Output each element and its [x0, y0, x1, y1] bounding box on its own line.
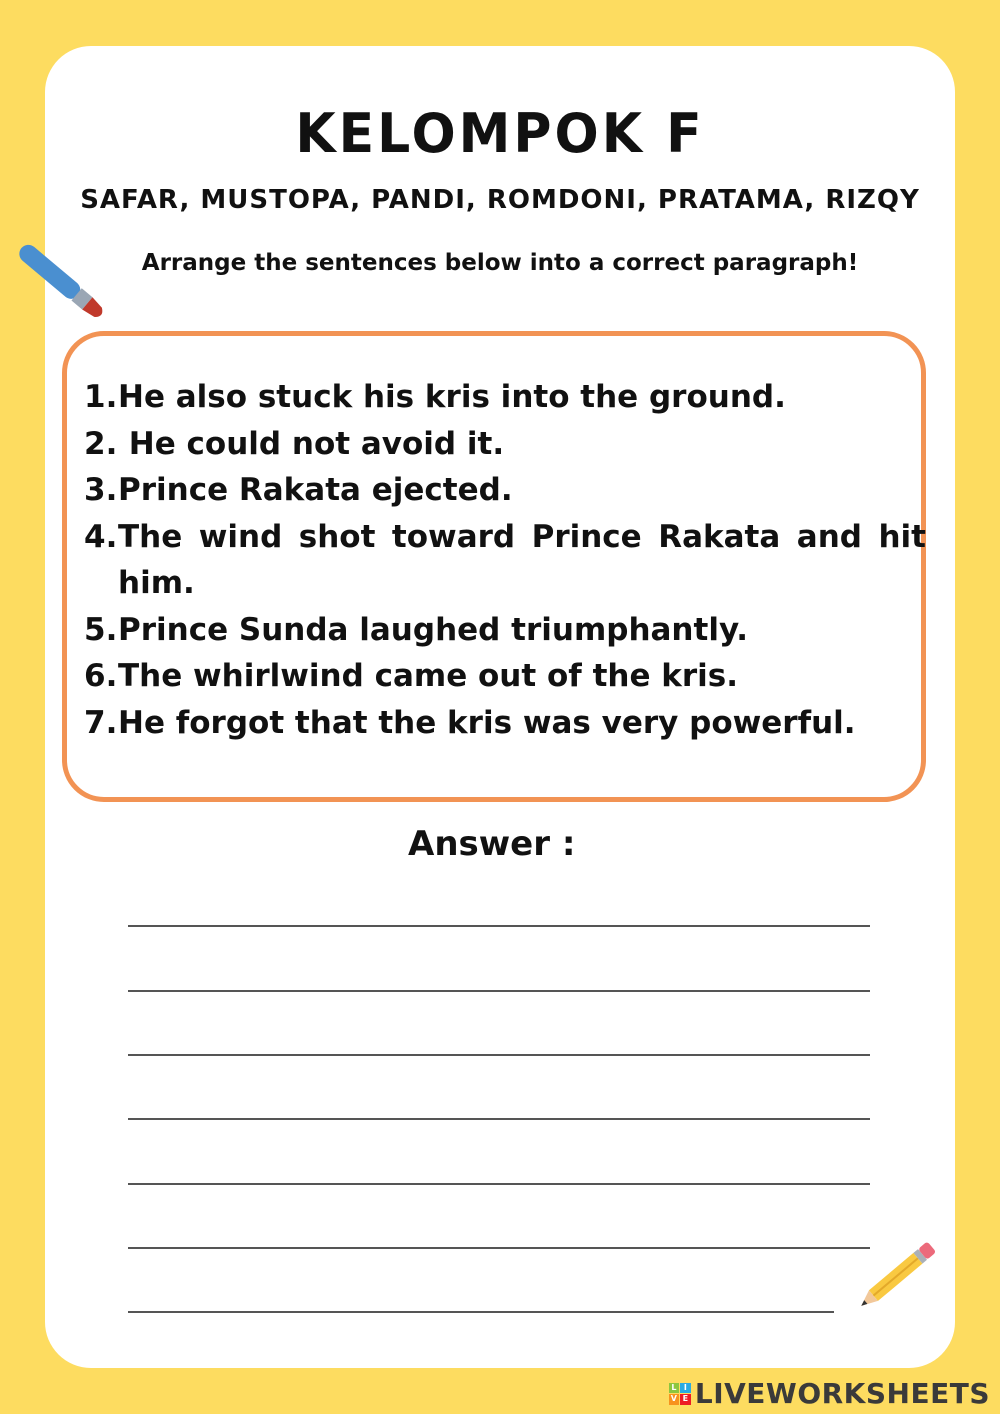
item-number: 4.: [84, 518, 118, 555]
list-item: [84, 514, 926, 607]
page-title: KELOMPOK F: [295, 102, 705, 166]
list-item: [84, 467, 926, 514]
answer-label: Answer :: [408, 824, 576, 864]
item-number: 2.: [84, 425, 118, 462]
item-number: 5.: [84, 611, 118, 648]
answer-line[interactable]: [128, 990, 870, 992]
list-item: [84, 607, 926, 654]
list-item: [84, 421, 926, 468]
answer-line[interactable]: [128, 1118, 870, 1120]
item-text: The wind shot toward Prince Rakata and hit him.: [118, 518, 926, 601]
liveworksheets-logo-icon: L I V E: [669, 1383, 691, 1405]
answer-line[interactable]: [128, 1311, 834, 1313]
item-text: He forgot that the kris was very powerful.: [118, 704, 856, 741]
sentence-list: [84, 374, 926, 746]
list-item: [84, 700, 926, 747]
item-text: Prince Rakata ejected.: [118, 472, 513, 508]
liveworksheets-brand[interactable]: [669, 1377, 990, 1410]
brand-text: LIVEWORKSHEETS: [694, 1377, 990, 1410]
list-item: [84, 374, 926, 421]
item-text: He could not avoid it.: [118, 425, 505, 462]
answer-line[interactable]: [128, 925, 870, 927]
item-number: 1.: [84, 379, 118, 415]
answer-line[interactable]: [128, 1054, 870, 1056]
paint-brush-icon: [0, 228, 120, 338]
answer-line[interactable]: [128, 1183, 870, 1185]
instruction-text: Arrange the sentences below into a correct paragraph!: [141, 250, 859, 276]
item-number: 7.: [84, 704, 118, 741]
list-item: [84, 653, 926, 700]
item-text: Prince Sunda laughed triumphantly.: [118, 611, 749, 648]
pencil-icon: [848, 1230, 948, 1320]
item-text: He also stuck his kris into the ground.: [118, 379, 786, 415]
item-text: The whirlwind came out of the kris.: [118, 658, 739, 694]
item-number: 6.: [84, 658, 118, 694]
answer-line[interactable]: [128, 1247, 870, 1249]
item-number: 3.: [84, 472, 118, 508]
group-members: SAFAR, MUSTOPA, PANDI, ROMDONI, PRATAMA, RIZQY: [80, 185, 920, 215]
